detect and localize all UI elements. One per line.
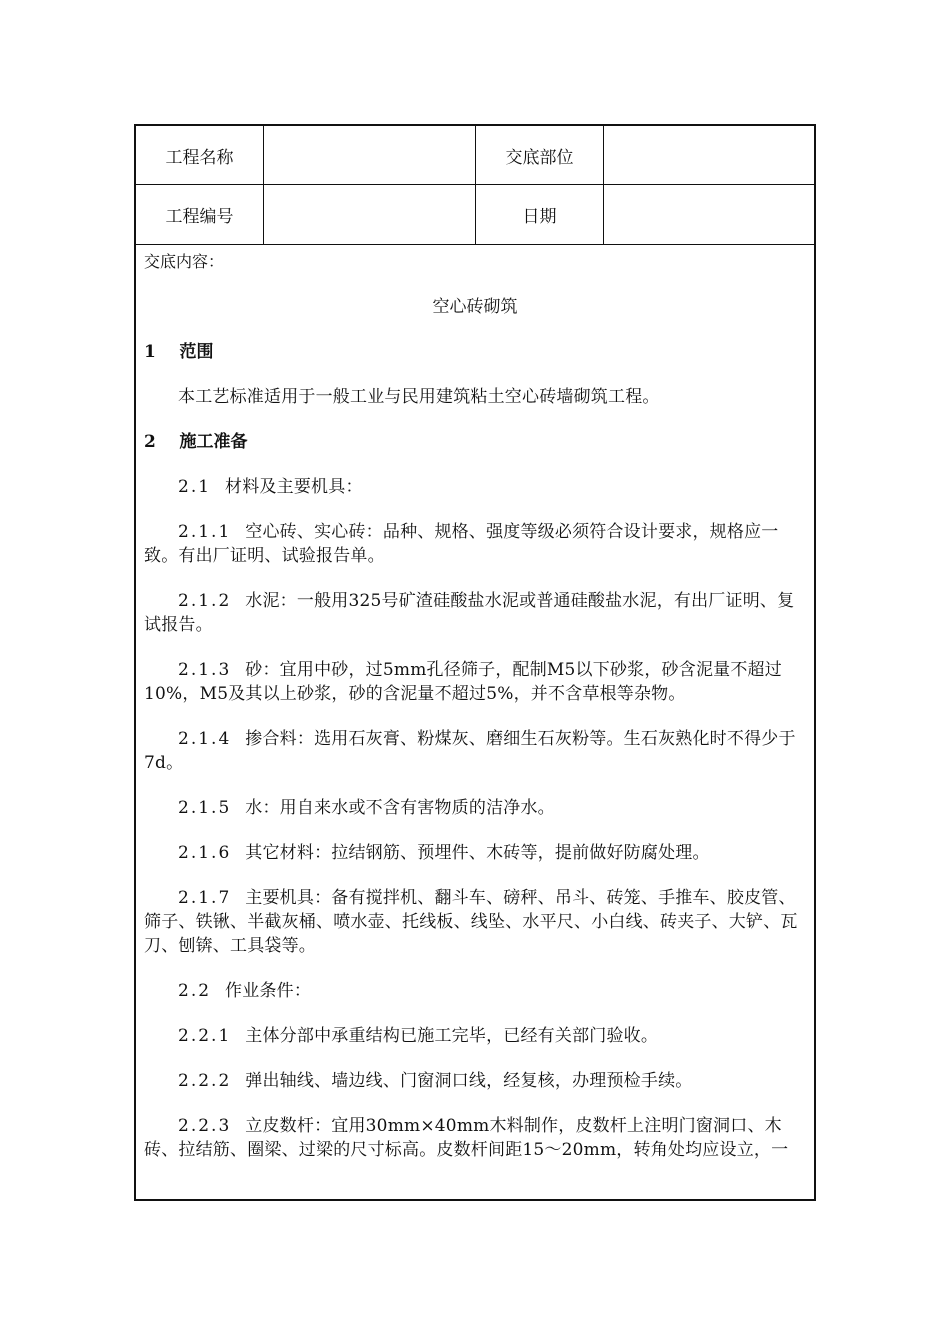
paragraph-2-2-3	[144, 1114, 806, 1162]
clause-number: 2.2	[178, 981, 212, 1001]
clause-number: 2.1.4	[178, 729, 232, 749]
clause-text: 空心砖、实心砖：品种、规格、强度等级必须符合设计要求，规格应一致。有出厂证明、试验报告单。	[144, 522, 779, 566]
clause-text: 砂：宜用中砂，过5mm孔径筛子，配制M5以下砂浆，砂含泥量不超过10%，M5及其以上砂浆，砂的含泥量不超过5%，并不含草根等杂物。	[144, 660, 782, 704]
disclosure-form	[134, 124, 816, 1201]
clause-text: 材料及主要机具：	[225, 477, 363, 497]
clause-number: 2.1.5	[178, 798, 232, 818]
paragraph-2-1-3	[144, 658, 806, 706]
paragraph-2-1-7	[144, 886, 806, 958]
paragraph-2-2	[144, 979, 806, 1003]
header-row-2	[136, 185, 814, 245]
clause-number: 2.1.3	[178, 660, 232, 680]
paragraph-2-1-1	[144, 520, 806, 568]
section-heading-1	[144, 340, 806, 364]
clause-number: 2.1.6	[178, 843, 232, 863]
clause-text: 主体分部中承重结构已施工完毕，已经有关部门验收。	[245, 1026, 659, 1046]
paragraph-2-1	[144, 475, 806, 499]
clause-text: 作业条件：	[225, 981, 312, 1001]
paragraph-2-1-5	[144, 796, 806, 820]
section-number: 2	[144, 432, 156, 452]
project-no-field[interactable]	[264, 185, 475, 244]
paragraph-2-1-6	[144, 841, 806, 865]
section-heading-2	[144, 430, 806, 454]
section-number: 1	[144, 342, 156, 362]
clause-text: 水：用自来水或不含有害物质的洁净水。	[245, 798, 555, 818]
paragraph-2-1-2	[144, 589, 806, 637]
clause-number: 2.1.1	[178, 522, 232, 542]
part-label: 交底部位	[505, 147, 574, 168]
clause-text: 水泥：一般用325号矿渣硅酸盐水泥或普通硅酸盐水泥，有出厂证明、复试报告。	[144, 591, 795, 635]
clause-text: 掺合料：选用石灰膏、粉煤灰、磨细生石灰粉等。生石灰熟化时不得少于7d。	[144, 729, 796, 773]
clause-number: 2.1	[178, 477, 212, 497]
project-no-label: 工程编号	[165, 207, 234, 227]
clause-text: 立皮数杆：宜用30mm×40mm木料制作，皮数杆上注明门窗洞口、木砖、拉结筋、圈梁、过梁的尺寸标高。皮数杆间距15～20mm，转角处均应设立，一	[144, 1116, 789, 1160]
section-title: 施工准备	[179, 432, 248, 452]
project-name-label: 工程名称	[165, 147, 234, 168]
clause-number: 2.1.2	[178, 591, 232, 611]
paragraph-2-2-1	[144, 1024, 806, 1048]
clause-text: 弹出轴线、墙边线、门窗洞口线，经复核，办理预检手续。	[245, 1071, 693, 1091]
clause-number: 2.2.2	[178, 1071, 232, 1091]
content-area	[136, 245, 814, 1162]
clause-text: 主要机具：备有搅拌机、翻斗车、磅秤、吊斗、砖笼、手推车、胶皮管、筛子、铁锹、半截灰桶、喷水壶、托线板、线坠、水平尺、小白线、砖夹子、大铲、瓦刀、刨锛、工具袋等。	[144, 888, 798, 956]
paragraph-2-2-2	[144, 1069, 806, 1093]
part-field[interactable]	[604, 126, 816, 184]
clause-text: 其它材料：拉结钢筋、预埋件、木砖等，提前做好防腐处理。	[245, 843, 710, 863]
clause-number: 2.2.3	[178, 1116, 232, 1136]
document-title: 空心砖砌筑	[432, 297, 518, 317]
paragraph-scope: 本工艺标准适用于一般工业与民用建筑粘土空心砖墙砌筑工程。	[178, 387, 660, 407]
header-row-1	[136, 126, 814, 185]
paragraph-2-1-4	[144, 727, 806, 775]
content-label: 交底内容：	[144, 252, 225, 271]
date-field[interactable]	[604, 185, 816, 244]
project-name-field[interactable]	[264, 126, 475, 184]
clause-number: 2.1.7	[178, 888, 232, 908]
date-label: 日期	[522, 207, 557, 227]
section-title: 范围	[179, 342, 214, 362]
clause-number: 2.2.1	[178, 1026, 232, 1046]
